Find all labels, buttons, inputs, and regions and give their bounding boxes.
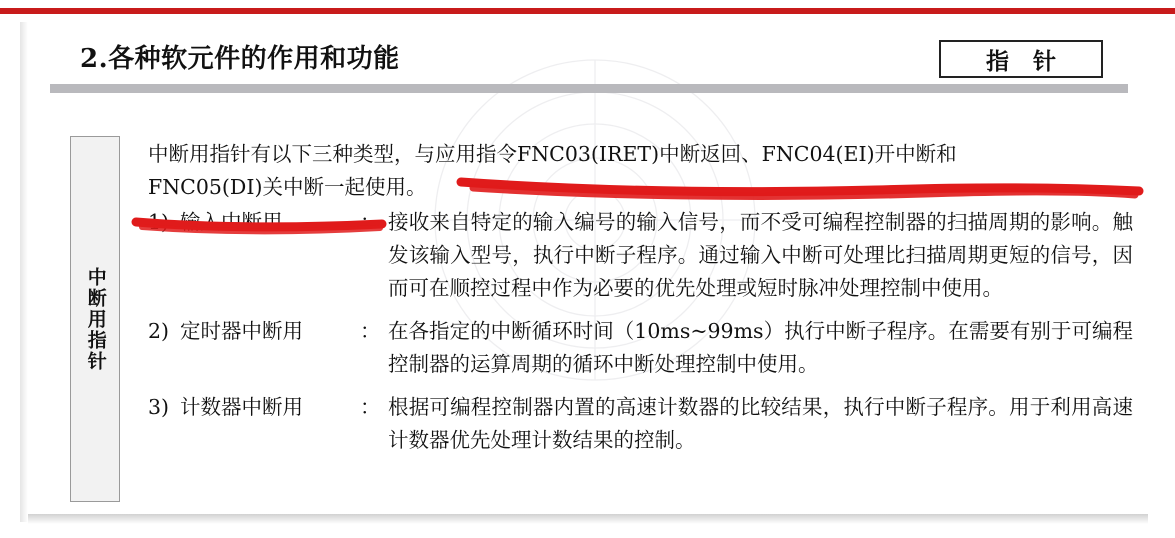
list-item-description: 接收来自特定的输入编号的输入信号，而不受可编程控制器的扫描周期的影响。触发该输入型号，执行中断子程序。通过输入中断可处理比扫描周期更短的信号，因而可在顺控过程中作为必要的优先处理或短时脉冲处理控制中使用。 [388, 210, 1133, 300]
header-underline [50, 84, 1128, 93]
page-title: 2.各种软元件的作用和功能 [80, 44, 400, 74]
intro-paragraph [148, 138, 1128, 204]
list-item-term: 输入中断用 [180, 210, 283, 234]
interrupt-pointer-list [148, 206, 1133, 467]
top-red-rule [0, 8, 1175, 14]
page-bottom-shadow [28, 514, 1148, 524]
page-left-shadow [20, 22, 28, 522]
header-badge: 指 针 [939, 40, 1103, 78]
list-item-term: 计数器中断用 [180, 395, 303, 419]
intro-line-1: 中断用指针有以下三种类型，与应用指令FNC03(IRET)中断返回、FNC04(EI)开中断和 [148, 142, 957, 166]
list-item-number: 1) [148, 210, 170, 234]
list-item [148, 206, 1133, 305]
list-item [148, 391, 1133, 457]
list-item [148, 315, 1133, 381]
list-item-colon: ： [360, 395, 381, 419]
side-label-box [70, 136, 120, 502]
list-item-term: 定时器中断用 [180, 319, 303, 343]
list-item-number: 2) [148, 319, 170, 343]
list-item-colon: ： [360, 210, 381, 234]
side-label-text: 中断用指针 [84, 266, 107, 372]
list-item-description: 在各指定的中断循环时间（10ms~99ms）执行中断子程序。在需要有别于可编程控制器的运算周期的循环中断处理控制中使用。 [388, 319, 1133, 376]
list-item-description: 根据可编程控制器内置的高速计数器的比较结果，执行中断子程序。用于利用高速计数器优先处理计数结果的控制。 [388, 395, 1133, 452]
intro-line-2: FNC05(DI)关中断一起使用。 [148, 175, 427, 199]
list-item-colon: ： [360, 319, 381, 343]
list-item-number: 3) [148, 395, 170, 419]
